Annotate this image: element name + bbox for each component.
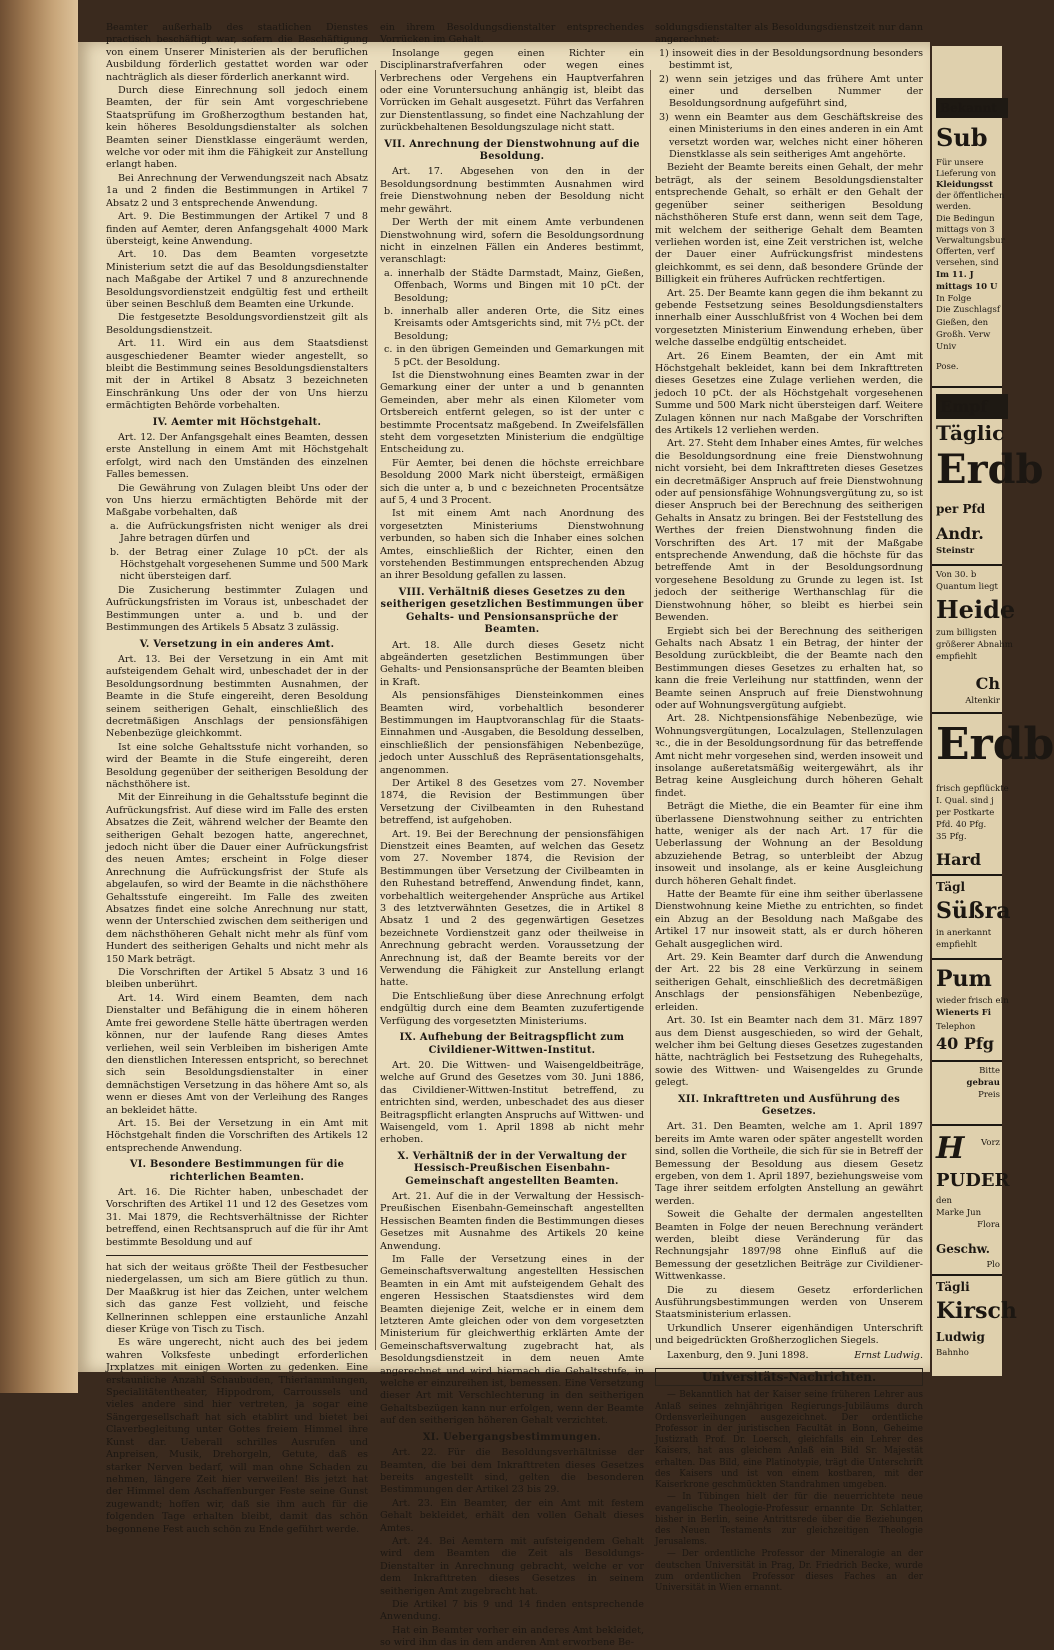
ad-text: den xyxy=(936,1196,952,1206)
paragraph: Art. 23. Ein Beamter, der ein Amt mit festem Gehalt bekleidet, erhält den vollen Gehalt dieses Amtes. xyxy=(380,1497,644,1534)
ad-text: der öffentlichen xyxy=(936,191,1005,201)
section-heading: IX. Aufhebung der Beitragspflicht zum Civildiener-Wittwen-Institut. xyxy=(399,1032,625,1056)
ad-title: Täglic xyxy=(936,421,1005,445)
ad-text: Flora xyxy=(977,1220,1000,1230)
ad-text: empfiehlt xyxy=(936,652,977,662)
ad-title: Süßra xyxy=(936,898,1011,924)
paragraph: Art. 25. Der Beamte kann gegen die ihm bekannt zu gebende Festsetzung seines Besoldungsdienstalters innerhalb einer Ausschlußfrist von 4 Wochen bei dem vorgesetzten Ministerium Einwendung erheben, über welche dasselbe endgültig entscheidet. xyxy=(655,287,923,349)
paragraph: ein ihrem Besoldungsdienstalter entsprechendes Vorrücken im Gehalt. xyxy=(380,22,644,46)
paragraph: Art. 18. Alle durch dieses Gesetz nicht abgeänderten gesetzlichen Bestimmungen über Gehalts- und Pensionsansprüche der Beamten bleiben in Kraft. xyxy=(380,639,644,688)
ad-header: Empf xyxy=(936,394,1008,419)
ad-title: Hard xyxy=(936,850,982,869)
paragraph: Durch diese Einrechnung soll jedoch einem Beamten, der für sein Amt vorgeschriebene Staatsprüfung im Großherzogthum bestanden hat, kein höheres Besoldungsdienstalter als solchen Beamten seiner Dienstklasse eingeräumt werden, welche vor oder mit ihm die Fähigkeit zur Anstellung erlangt haben. xyxy=(106,85,368,171)
paragraph: Art. 27. Steht dem Inhaber eines Amtes, für welches die Besoldungsordnung eine freie Dienstwohnung nicht vorsieht, bei dem Inkrafttreten dieses Gesetzes ein decretmäßiger Anspruch auf freie Dienstwohnung oder auf pensionsfähige Wohnungsvergütung zu, so ist dieser Anspruch bei der Berechnung des seitherigen Gehalts in Ansatz zu bringen. Bei der Feststellung des Werthes der freien Dienstwohnung finden die Vorschriften des Art. 17 mit der Maßgabe entsprechende Anwendung, daß die höchste für das betreffende Amt in der Besoldungsordnung vorgesehene Besoldung zu Grunde zu legen ist. Ist jedoch der seitherige Werthanschlag für die Dienstwohnung höher, so bleibt es hierbei sein Bewenden. xyxy=(655,438,923,624)
ad-title: Erdb xyxy=(936,719,1054,770)
feuilleton-paragraph: hat sich der weitaus größte Theil der Festbesucher niedergelassen, um sich am Biere gütlich zu thun. Der Maaßkrug ist hier das Zeichen, unter welchem sich das ganze Fest vollzieht, und feische Kellnerinnen schleppen eine erstaunliche Anzahl dieser Krüge von Tisch zu Tisch. xyxy=(106,1262,368,1336)
paragraph: Art. 9. Die Bestimmungen der Artikel 7 und 8 finden auf Aemter, deren Anfangsgehalt 4000 Mark übersteigt, keine Anwendung. xyxy=(106,211,368,247)
paragraph: Der Werth der mit einem Amte verbundenen Dienstwohnung wird, sofern die Besoldungsordnung nicht in einzelnen Fällen ein Anderes bestimmt, veranschlagt: xyxy=(380,217,644,266)
column-1 xyxy=(106,22,368,1535)
paragraph: Art. 20. Die Wittwen- und Waisengeldbeiträge, welche auf Grund des Gesetzes vom 30. Juni 1886, das Civildiener-Wittwen-Institut betreffend, zu entrichten sind, werden, unbeschadet des aus dieser Beitragspflicht erlangten Anspruchs auf Wittwen- und Waisengeld, vom 1. April 1898 ab nicht mehr erhoben. xyxy=(380,1059,644,1146)
ad-text: 35 Pfg. xyxy=(936,832,967,842)
paragraph: Art. 24. Bei Aemtern mit aufsteigendem Gehalt wird dem Beamten die Zeit als Besoldungs-Dienstalter in Anrechnung gebracht, welche er vor dem Inkrafttreten dieses Gesetzes in seinem seitherigen Amt zugebracht hat. xyxy=(380,1535,644,1597)
news-item: — Der ordentliche Professor der Mineralogie an der deutschen Universität in Prag, Dr. Friedrich Becke, wurde zum ordentlichen Professor dieses Faches an der Universität in Wien ernannt. xyxy=(655,1549,923,1593)
paragraph: Die Vorschriften der Artikel 5 Absatz 3 und 16 bleiben unberührt. xyxy=(106,967,368,991)
paragraph: Mit der Einreihung in die Gehaltsstufe beginnt die Aufrückungsfrist. Auf diese wird im Falle des ersten Absatzes die Zeit, während welcher der Beamte den seitherigen Gehalt bezogen hatte, angerechnet, jedoch nicht über die Dauer einer Aufrückungsfrist des neuen Amtes; erscheint in Folge dieser Anrechnung die Aufrückungsfrist der Stufe als abgelaufen, so wird der Beamte in die nächsthöhere Gehaltsstufe eingereiht. Im Falle des zweiten Absatzes findet eine solche Anrechnung nur statt, wenn der Unterschied zwischen dem seitherigen und dem nächsthöheren Gehalt nicht mehr als fünf vom Hundert des seitherigen Gehalts und nicht mehr als 150 Mark beträgt. xyxy=(106,792,368,965)
paragraph: Die Gewährung von Zulagen bleibt Uns oder der von Uns hierzu ermächtigten Behörde mit der Maßgabe vorbehalten, daß xyxy=(106,482,368,519)
ad-text: Von 30. b xyxy=(936,570,977,580)
ad-text: Pfd. 40 Pfg. xyxy=(936,820,987,830)
ad-title: Ch xyxy=(975,674,1000,693)
paragraph: Art. 13. Bei der Versetzung in ein Amt mit aufsteigendem Gehalt wird, unbeschadet der in der Besoldungsordnung bestimmten Ausnahmen, der Beamte in die Stufe eingereiht, deren Besoldung seinem seitherigen Gehalt, einschließlich des decretmäßigen Anschlags der pensionsfähigen Nebenbezüge gleichkommt. xyxy=(106,653,368,740)
section-heading: X. Verhältniß der in der Verwaltung der Hessisch-Preußischen Eisenbahn-Gemeinschaft angestellten Beamten. xyxy=(397,1150,627,1187)
paragraph: Art. 26 Einem Beamten, der ein Amt mit Höchstgehalt bekleidet, kann bei dem Inkrafttreten dieses Gesetzes eine Zulage verliehen werden, die jedoch 10 pCt. der als Höchstgehalt vorgesehenen Summe und 500 Mark nicht übersteigen darf. Weitere Zulagen können nur nach Maßgabe der Vorschriften des Artikels 12 verliehen werden. xyxy=(655,350,923,436)
list-item: 2) wenn sein jetziges und das frühere Amt unter einer und derselben Nummer der Besoldungsordnung aufgeführt sind, xyxy=(659,73,923,110)
paragraph: Art. 31. Den Beamten, welche am 1. April 1897 bereits im Amte waren oder später angestellt worden sind, sollen die Vortheile, die sich für sie in Betreff der Bemessung der Besoldung aus diesem Gesetz ergeben, von dem 1. April 1897, beziehungsweise vom Tage ihrer seitdem erfolgten Anstellung an gewährt werden. xyxy=(655,1121,923,1207)
ad-text: Quantum liegt xyxy=(936,582,998,592)
paragraph: Die Artikel 7 bis 9 und 14 finden entsprechende Anwendung. xyxy=(380,1598,644,1623)
section-heading: VI. Besondere Bestimmungen für die richterlichen Beamten. xyxy=(129,1159,345,1183)
paragraph: Im Falle der Versetzung eines in der Gemeinschaftsverwaltung angestellten Hessischen Beamten in ein Amt mit aufsteigendem Gehalt des engeren Hessischen Staatsdienstes wird dem Beamten diejenige Zeit, welche er in einem dem letzteren Amte gleichen oder von dem vorgesetzten Ministerium für gleichwerthig erklärten Amte der Gemeinschaftsverwaltung zugebracht hat, als Besoldungsdienstzeit in dem neuen Amte angerechnet und wird hiernach die Gehaltsstufe, in welche er einzureihen ist, bemessen. Eine Versetzung dieser Art mit Verschlechterung in den seitherigen Gehaltsbezügen kann nur erfolgen, wenn der Beamte auf den seitherigen höheren Gehalt verzichtet. xyxy=(380,1254,644,1427)
ad-text: Marke Jun xyxy=(936,1208,982,1218)
ad-text: in anerkannt xyxy=(936,928,992,938)
list-item: a. die Aufrückungsfristen nicht weniger als drei Jahre betragen dürfen und xyxy=(110,520,368,545)
ad-border xyxy=(932,1060,1002,1062)
ad-header: Bekannt xyxy=(936,98,1008,118)
list-item: b. innerhalb aller anderen Orte, die Sitz eines Kreisamts oder Amtsgerichts sind, mit 7½ pCt. der Besoldung; xyxy=(384,305,644,342)
ad-text: I. Qual. sind j xyxy=(936,796,994,806)
paragraph: Hatte der Beamte für eine ihm seither überlassene Dienstwohnung keine Miethe zu entrichten, so findet ein Abzug an der Besoldung nach Maßgabe des Artikel 17 nur insoweit statt, als er durch höheren Gehalt ausgeglichen wird. xyxy=(655,889,923,950)
paragraph: Die festgesetzte Besoldungsvordienstzeit gilt als Besoldungsdienstzeit. xyxy=(106,312,368,336)
section-heading: V. Versetzung in ein anderes Amt. xyxy=(139,638,335,650)
ad-text: Großh. Verw xyxy=(936,330,991,340)
ad-text: zum billigsten xyxy=(936,628,997,638)
paragraph: Ist eine solche Gehaltsstufe nicht vorhanden, so wird der Beamte in die Stufe eingereiht, deren Besoldung gegenüber der seitherigen Besoldung der nächsthöhere ist. xyxy=(106,741,368,790)
news-item: — Bekanntlich hat der Kaiser seine früheren Lehrer aus Anlaß seines zehnjährigen Regierungs-Jubiläums durch Ordensverleihungen ausgezeichnet. Der ordentliche Professor in der juristischen Facultät in Bonn, Geheime Justizrath Prof. Dr. Loersch, gleichfalls ein Lehrer des Kaisers, hat aus gleichem Anlaß ein Bild Sr. Majestät erhalten. Das Bild, eine Platinotypie, trägt die Unterschrift des Kaisers und ist von einem kostbaren, mit der Kaiserkrone geschmückten Standrahmen umgeben. xyxy=(655,1390,923,1491)
ad-text: größerer Abnahm xyxy=(936,640,1013,650)
ad-text: Tägli xyxy=(936,1280,970,1294)
ad-text: Die Zuschlagsf xyxy=(936,305,1000,315)
ad-text: gebrau xyxy=(966,1078,1000,1088)
column-divider xyxy=(375,70,376,1350)
paragraph: Ist die Dienstwohnung eines Beamten zwar in der Gemarkung einer der unter a und b genannten Gemeinden, aber mehr als einen Kilometer vom Ortsbereich entfernt gelegen, so ist der unter c bestimmte Procentsatz maßgebend. In Zweifelsfällen steht dem vorgesetzten Ministerium die endgültige Entscheidung zu. xyxy=(380,369,644,456)
column-divider xyxy=(650,70,651,1350)
ad-text: Altenkir xyxy=(965,696,1000,706)
ad-title: Erdb xyxy=(936,446,1044,493)
paragraph: Für Aemter, bei denen die höchste erreichbare Besoldung 2000 Mark nicht übersteigt, ermäßigen sich die unter a, b und c bezeichneten Procentsätze auf 5, 4 und 3 Procent. xyxy=(380,457,644,507)
section-heading: IV. Aemter mit Höchstgehalt. xyxy=(152,416,322,428)
ad-text: Die Bedingun xyxy=(936,214,995,224)
paragraph: Die Zusicherung bestimmter Zulagen und Aufrückungsfristen im Voraus ist, unbeschadet der Bestimmungen unter a. und b. und der Bestimmungen des Artikels 5 Absatz 3 zulässig. xyxy=(106,584,368,634)
ad-text: werden. xyxy=(936,202,972,212)
ad-text: Telephon xyxy=(936,1022,976,1032)
ad-border xyxy=(932,1274,1002,1276)
news-item: — In Tübingen hielt der für die neuerrichtete neue evangelische Theologie-Professur ernannte Dr. Schlatter, bisher in Berlin, seine Antrittsrede über die Beziehungen des Neuen Testaments zur gleichzeitigen Theologie Jerusalems. xyxy=(655,1492,923,1548)
ad-text: Plo xyxy=(986,1260,1000,1270)
ad-text: Im 11. J xyxy=(936,270,974,280)
paragraph: Art. 19. Bei der Berechnung der pensionsfähigen Dienstzeit eines Beamten, auf welchen das Gesetz vom 27. November 1874, die Revision der Bestimmungen über Versetzung der Civilbeamten in den Ruhestand betreffend, Anwendung findet, kann, vorbehaltlich weitergehender Ansprüche aus Artikel 3 des letztverwähnten Gesetzes, die in Artikel 8 Absatz 1 und 2 des gegenwärtigen Gesetzes bezeichnete Vordienstzeit ganz oder theilweise in Anrechnung gebracht werden. Voraussetzung der Anrechnung ist, daß der Beamte bereits vor der Verwendung die Fähigkeit zur Anstellung erlangt hatte. xyxy=(380,828,644,989)
paragraph: Der Artikel 8 des Gesetzes vom 27. November 1874, die Revision der Bestimmungen über Versetzung der Civilbeamten in den Ruhestand betreffend, ist aufgehoben. xyxy=(380,777,644,827)
ad-title: Heide xyxy=(936,595,1016,624)
list-item: 3) wenn ein Beamter aus dem Geschäftskreise des einen Ministeriums in den eines anderen in ein Amt versetzt worden war, welches nicht einer höheren Dienstklasse als sein seitheriges Amt angehörte. xyxy=(659,111,923,161)
list-item: 1) insoweit dies in der Besoldungsordnung besonders bestimmt ist, xyxy=(659,47,923,72)
paragraph: Beträgt die Miethe, die ein Beamter für eine ihm überlassene Dienstwohnung seither zu entrichten hatte, weniger als der nach Art. 17 für die Ueberlassung der Wohnung an der Besoldung abzuziehende Betrag, so unterbleibt der Abzug insoweit und insolange, als er keine Ausgleichung durch höheren Gehalt findet. xyxy=(655,801,923,887)
paragraph: soldungsdienstalter als Besoldungsdienstzeit nur dann angerechnet: xyxy=(655,22,923,46)
ad-border xyxy=(932,386,1002,388)
ad-text: In Folge xyxy=(936,294,972,304)
paragraph: Insolange gegen einen Richter ein Disciplinarstrafverfahren oder wegen eines Verbrechens oder Vergehens ein Hauptverfahren oder eine Voruntersuchung anhängig ist, bleibt das Vorrücken im Gehalt ausgesetzt. Führt das Verfahren zur Dienstentlassung, so findet eine Nachzahlung der zurückbehaltenen Besoldungszulage nicht statt. xyxy=(380,47,644,134)
paragraph: Art. 28. Nichtpensionsfähige Nebenbezüge, wie Wohnungsvergütungen, Localzulagen, Stellenzulagen ꝛc., die in der Besoldungsordnung für das betreffende Amt nicht mehr vorgesehen sind, werden insoweit und insolange außeretatsmäßig weitergewährt, als ihr Betrag keine Ausgleichung durch höheren Gehalt findet. xyxy=(655,713,923,799)
ad-text: Bahnho xyxy=(936,1348,969,1358)
ad-title: PUDER xyxy=(936,1170,1010,1191)
paragraph: Art. 17. Abgesehen von den in der Besoldungsordnung bestimmten Ausnahmen wird freie Dienstwohnung neben der Besoldung nicht mehr gewährt. xyxy=(380,166,644,215)
section-heading: VIII. Verhältniß dieses Gesetzes zu den seitherigen gesetzlichen Bestimmungen über Gehalts- und Pensionsansprüche der Beamten. xyxy=(380,586,644,636)
ad-text: Univ xyxy=(936,342,957,352)
ad-border xyxy=(932,564,1002,566)
list-item: a. innerhalb der Städte Darmstadt, Mainz, Gießen, Offenbach, Worms und Bingen mit 10 pCt. der Besoldung; xyxy=(384,267,644,304)
university-news-heading: Universitäts-Nachrichten. xyxy=(655,1368,923,1386)
ad-text: Geschw. xyxy=(936,1242,990,1256)
paragraph: Art. 30. Ist ein Beamter nach dem 31. März 1897 aus dem Dienst ausgeschieden, so wird der Gehalt, welcher ihm bei Geltung dieses Gesetzes zugestanden hätte, nachträglich bei Festsetzung des Ruhegehalts, sowie des Wittwen- und Waisengeldes zu Grunde gelegt. xyxy=(655,1015,923,1089)
paragraph: Art. 16. Die Richter haben, unbeschadet der Vorschriften des Artikel 11 und 12 des Gesetzes vom 31. Mai 1879, die Rechtsverhältnisse der Richter betreffend, einen Rechtsanspruch auf die für ihr Amt bestimmte Besoldung und auf xyxy=(106,1186,368,1248)
ad-text: Wienerts Fi xyxy=(936,1008,992,1018)
ad-text: Lieferung von xyxy=(936,169,997,179)
ad-text: Tägl xyxy=(936,880,966,894)
paragraph: Art. 10. Das dem Beamten vorgesetzte Ministerium setzt die auf das Besoldungsdienstalter nach Maßgabe der Artikel 7 und 8 anzurechnende Besoldungsvordienstzeit endgültig fest und ertheilt über seinen Beschluß dem Beamten eine Urkunde. xyxy=(106,249,368,310)
ad-title: Sub xyxy=(936,123,988,152)
ad-text: Preis xyxy=(978,1090,1000,1100)
ad-border xyxy=(932,874,1002,876)
ad-border xyxy=(932,958,1002,960)
ad-text: Bitte xyxy=(979,1066,1000,1076)
paragraph: Als pensionsfähiges Diensteinkommen eines Beamten wird, vorbehaltlich besonderer Bestimmungen im Hauptvoranschlag für die Staats-Einnahmen und -Ausgaben, die Besoldung desselben, einschließlich der pensionsfähigen Nebenbezüge, jedoch unter Ausschluß des Repräsentationsgehalts, angenommen. xyxy=(380,690,644,776)
book-binding xyxy=(0,0,78,1393)
paragraph: Art. 11. Wird ein aus dem Staatsdienst ausgeschiedener Beamter wieder angestellt, so bleibt die Bestimmung seines Besoldungsdienstalters mit der in Artikel 8 Absatz 3 bezeichneten Einschränkung Uns oder der von Uns hierzu ermächtigten Behörde vorbehalten. xyxy=(106,338,368,412)
feuilleton-paragraph: Es wäre ungerecht, nicht auch des bei jedem wahren Volksfeste unbedingt erforderlichen Jrxplatzes mit einigen Worten zu gedenken. Eine erstaunliche Anzahl Schaubuden, Thierlammlungen, Specialitätentheater, Hippodrom, Carroussels und vieles andere sind hier vertreten, ja sogar eine Sängergesellschaft hat sich etablirt und bietet bei Claverbegleitung unter Gottes freiem Himmel ihre Kunst dar. Ueberall schrilles Ausrufen und Anpreisen, Musik, Drehorgeln, Getute, daß es starker Nerven bedarf, will man ohne Schaden zu nehmen, längere Zeit hier verweilen! Bis jetzt hat der Himmel dem Aschaffenburger Feste seine Gunst zugewandt; hoffen wir, daß sie ihm auch für die folgenden Tage erhalten bleibt, damit das schön begonnene Fest auch schön zu Ende geführt werde. xyxy=(106,1337,368,1535)
paragraph: Art. 21. Auf die in der Verwaltung der Hessisch-Preußischen Eisenbahn-Gemeinschaft angestellten Hessischen Beamten finden die Bestimmungen dieses Gesetzes mit Ausnahme des Artikels 20 keine Anwendung. xyxy=(380,1190,644,1252)
ad-text: Steinstr xyxy=(936,546,975,556)
column-2 xyxy=(380,22,644,1649)
ad-title: Kirsch xyxy=(936,1298,1017,1324)
ad-text: Ludwig xyxy=(936,1330,985,1344)
section-heading: VII. Anrechnung der Dienstwohnung auf die Besoldung. xyxy=(384,138,640,163)
paragraph: Art. 22. Für die Besoldungsverhältnisse der Beamten, die bei dem Inkrafttreten dieses Gesetzes bereits angestellt sind, gelten die besonderen Bestimmungen der Artikel 23 bis 29. xyxy=(380,1447,644,1496)
column-3 xyxy=(655,22,923,1593)
paragraph: Urkundlich Unserer eigenhändigen Unterschrift und beigedrückten Großherzoglichen Siegels. xyxy=(655,1322,923,1347)
paragraph: Soweit die Gehalte der dermalen angestellten Beamten in Folge der neuen Berechnung verändert werden, bleibt diese Veränderung für das Rechnungsjahr 1897/98 ohne Einfluß auf die Bemessung der gesetzlichen Beiträge zur Civildiener-Wittwenkasse. xyxy=(655,1209,923,1283)
feuilleton-rule xyxy=(106,1255,368,1256)
ad-title: Pum xyxy=(936,966,992,992)
paragraph: Art. 12. Der Anfangsgehalt eines Beamten, dessen erste Anstellung in einem Amt mit Höchstgehalt erfolgt, wird nach den Umständen des einzelnen Falles bemessen. xyxy=(106,432,368,481)
ad-text: Gießen, den xyxy=(936,318,989,328)
paragraph: Art. 14. Wird einem Beamten, dem nach Dienstalter und Befähigung die in einem höheren Amte frei gewordene Stelle hätte übertragen werden können, nur der laufende Rang dieses Amtes verliehen, weil sein Verbleiben im bisherigen Amte den dienstlichen Interessen entspricht, so berechnet sich sein Besoldungsdienstalter in einer demnächstigen Versetzung in das höhere Amt so, als wenn er dieses Amt von der Verleihung des Ranges an bekleidet hätte. xyxy=(106,992,368,1116)
paragraph: Beamter außerhalb des staatlichen Dienstes practisch beschäftigt war, sofern die Beschäftigung von einem Unserer Ministerien als der beruflichen Ausbildung förderlich gestattet worden war oder nachträglich als dieser förderlich anerkannt wird. xyxy=(106,22,368,83)
section-heading: XI. Uebergangsbestimmungen. xyxy=(422,1431,602,1443)
ad-text: per Pfd xyxy=(936,502,986,516)
ad-text: mittags 10 U xyxy=(936,282,998,292)
ad-text: Vorz xyxy=(980,1138,1000,1148)
ad-title: H xyxy=(936,1131,965,1166)
paragraph: Die Entschließung über diese Anrechnung erfolgt endgültig durch eine dem Beamten zuzufertigende Verfügung des vorgesetzten Ministeriums. xyxy=(380,990,644,1027)
ad-text: per Postkarte xyxy=(936,808,995,818)
ad-text: empfiehlt xyxy=(936,940,977,950)
paragraph: Die zu diesem Gesetz erforderlichen Ausführungsbestimmungen werden von Unserem Staatsministerium erlassen. xyxy=(655,1284,923,1321)
paragraph: Ist mit einem Amt nach Anordnung des vorgesetzten Ministeriums Dienstwohnung verbunden, so haben sich die Inhaber eines solchen Amtes, einschließlich der Richter, einen den vorstehenden Bestimmungen entsprechenden Abzug an ihrer Besoldung gefallen zu lassen. xyxy=(380,508,644,582)
ad-text: Verwaltungsbur xyxy=(936,236,1005,246)
ad-text: 40 Pfg xyxy=(936,1034,994,1053)
paragraph: Ergiebt sich bei der Berechnung des seitherigen Gehalts nach Absatz 1 ein Betrag, der hinter der Besoldung zurückbleibt, die der Beamte nach den Bestimmungen dieses Gesetzes zu erhalten hat, so kann die freie Verleihung nur stattfinden, wenn der Beamte seinen Anspruch auf freie Dienstwohnung oder auf Wohnungsvergütung aufgiebt. xyxy=(655,625,923,711)
place-date: Laxenburg, den 9. Juni 1898. xyxy=(667,1349,809,1361)
ad-text: frisch gepflückte xyxy=(936,784,1009,794)
ad-text: versehen, sind xyxy=(936,258,999,268)
ad-text: Kleidungsst xyxy=(936,180,993,190)
paragraph: Bezieht der Beamte bereits einen Gehalt, der mehr beträgt, als der seinem Besoldungsdienstalter entsprechende Gehalt, so erhält er den Gehalt der gegenüber seiner seitherigen Besoldung nächsthöheren Stufe erst dann, wenn seit dem Tage, mit welchem der seitherige Gehalt dem Beamten verliehen worden ist, eine Zeit verstrichen ist, welche der Dauer einer Aufrückungsfrist mindestens gleichkommt, es sei denn, daß besondere Gründe der Billigkeit ein früheres Aufrücken rechtfertigen. xyxy=(655,162,923,286)
paragraph: Art. 15. Bei der Versetzung in ein Amt mit Höchstgehalt finden die Vorschriften des Artikels 12 entsprechende Anwendung. xyxy=(106,1117,368,1154)
ad-border xyxy=(932,712,1002,714)
ad-text: wieder frisch ein xyxy=(936,996,1009,1006)
list-item: b. der Betrag einer Zulage 10 pCt. der als Höchstgehalt vorgesehenen Summe und 500 Mark nicht übersteigen darf. xyxy=(110,546,368,583)
signature: Ernst Ludwig. xyxy=(854,1349,923,1361)
ad-text: Für unsere xyxy=(936,158,984,168)
section-heading: XII. Inkrafttreten und Ausführung des Gesetzes. xyxy=(677,1093,901,1117)
adjacent-page-strip xyxy=(930,46,1054,1376)
signature-line xyxy=(655,1350,923,1362)
list-item: c. in den übrigen Gemeinden und Gemarkungen mit 5 pCt. der Besoldung. xyxy=(384,344,644,368)
ad-text: Offerten, verf xyxy=(936,247,995,257)
ad-text: mittags von 3 xyxy=(936,225,995,235)
ad-text: Pose. xyxy=(936,362,959,372)
ad-title: Andr. xyxy=(936,524,984,543)
paragraph: Hat ein Beamter vorher ein anderes Amt bekleidet, so wird ihm das in dem anderen Amt erworbene Be- xyxy=(380,1624,644,1649)
paragraph: Bei Anrechnung der Verwendungszeit nach Absatz 1a und 2 finden die Bestimmungen in Artikel 7 Absatz 2 und 3 entsprechende Anwendung. xyxy=(106,172,368,209)
paragraph: Art. 29. Kein Beamter darf durch die Anwendung der Art. 22 bis 28 eine Verkürzung in seinem seitherigen Gehalt, einschließlich des decretmäßigen Anschlags der pensionsfähigen Nebenbezüge, erleiden. xyxy=(655,952,923,1013)
ad-border xyxy=(932,1124,1002,1126)
